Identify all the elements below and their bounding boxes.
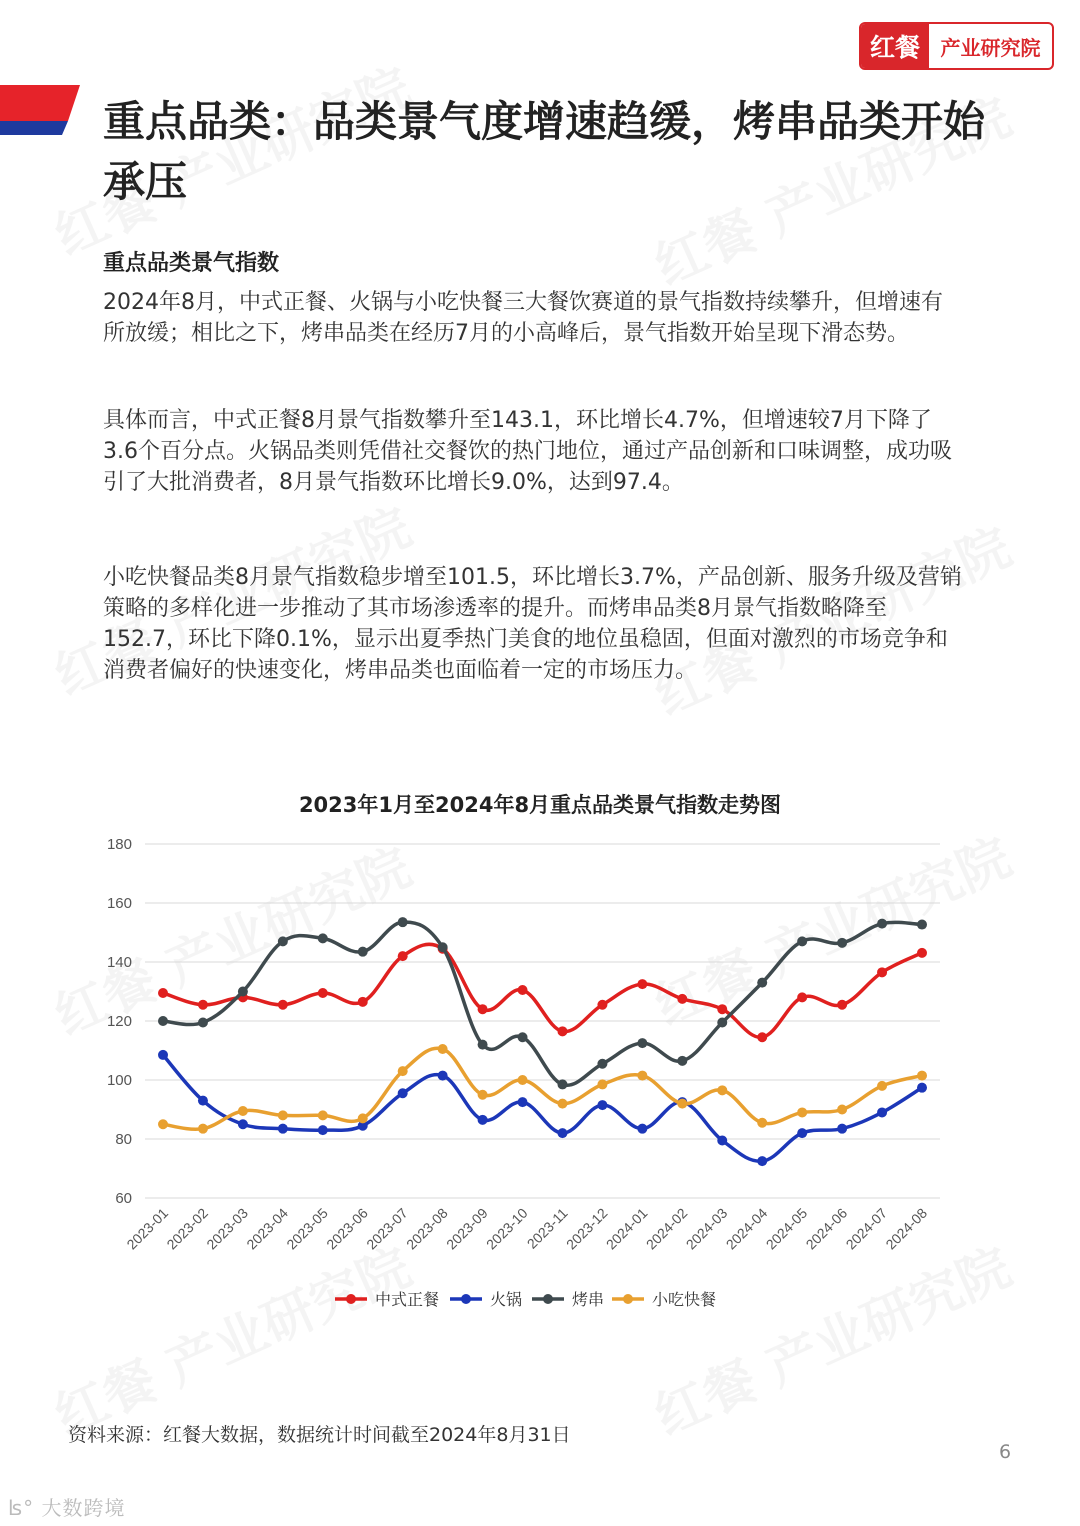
series-point <box>358 1113 368 1123</box>
legend-label: 中式正餐 <box>375 1290 440 1309</box>
legend-label: 火锅 <box>490 1290 523 1309</box>
series-point <box>877 1081 887 1091</box>
series-point <box>318 1125 328 1135</box>
series-line-0 <box>163 944 922 1037</box>
series-point <box>677 1099 687 1109</box>
y-tick-label: 80 <box>115 1131 132 1148</box>
series-point <box>797 1128 807 1138</box>
x-tick-label: 2023-10 <box>482 1204 531 1253</box>
series-point <box>877 967 887 977</box>
series-point <box>837 1000 847 1010</box>
x-tick-label: 2024-02 <box>642 1204 691 1253</box>
legend-marker <box>623 1294 633 1304</box>
series-point <box>797 1107 807 1117</box>
series-point <box>158 988 168 998</box>
series-point <box>518 1032 528 1042</box>
series-point <box>757 978 767 988</box>
series-point <box>837 1124 847 1134</box>
series-point <box>278 1000 288 1010</box>
series-point <box>278 936 288 946</box>
page-title: 重点品类：品类景气度增速趋缓，烤串品类开始承压 <box>103 97 986 206</box>
x-tick-label: 2023-07 <box>363 1204 411 1253</box>
series-point <box>717 1004 727 1014</box>
logo-mark: 红餐 <box>861 24 929 68</box>
x-tick-label: 2024-05 <box>762 1204 811 1253</box>
y-tick-label: 180 <box>106 836 132 853</box>
y-tick-label: 100 <box>106 1072 132 1089</box>
brand-logo <box>859 22 1054 70</box>
series-point <box>518 985 528 995</box>
line-chart <box>0 820 1080 1320</box>
series-point <box>198 1000 208 1010</box>
x-tick-label: 2024-01 <box>602 1204 651 1253</box>
series-point <box>478 1040 488 1050</box>
series-point <box>717 1017 727 1027</box>
series-point <box>278 1124 288 1134</box>
series-point <box>597 1000 607 1010</box>
series-point <box>917 920 927 930</box>
series-point <box>597 1059 607 1069</box>
x-tick-label: 2024-06 <box>802 1204 851 1253</box>
series-point <box>158 1119 168 1129</box>
legend-marker <box>543 1294 553 1304</box>
paragraph-3: 小吃快餐品类8月景气指数稳步增至101.5，环比增长3.7%，产品创新、服务升级及营销策略的多样化进一步推动了其市场渗透率的提升。而烤串品类8月景气指数略降至152.7，环比下降0.1%，显示出夏季热门美食的地位虽稳固，但面对激烈的市场竞争和消费者偏好的快速变化，烤串品类也面临着一定的市场压力。 <box>103 565 962 683</box>
series-point <box>478 1090 488 1100</box>
series-point <box>238 987 248 997</box>
x-tick-label: 2023-01 <box>123 1204 172 1253</box>
x-tick-label: 2023-06 <box>323 1204 371 1253</box>
series-point <box>677 994 687 1004</box>
series-point <box>837 938 847 948</box>
series-point <box>318 1110 328 1120</box>
series-point <box>398 1066 408 1076</box>
legend-label: 烤串 <box>572 1290 605 1309</box>
x-tick-label: 2023-04 <box>243 1204 291 1253</box>
series-point <box>557 1099 567 1109</box>
footer-brand <box>8 1492 125 1521</box>
x-tick-label: 2023-11 <box>523 1204 571 1252</box>
x-tick-label: 2023-12 <box>562 1204 611 1253</box>
series-point <box>278 1110 288 1120</box>
series-point <box>757 1156 767 1166</box>
series-point <box>877 1107 887 1117</box>
chart-title: 2023年1月至2024年8月重点品类景气指数走势图 <box>298 793 782 817</box>
series-line-1 <box>163 1055 922 1161</box>
series-point <box>398 951 408 961</box>
series-point <box>677 1056 687 1066</box>
series-point <box>637 1038 647 1048</box>
series-point <box>358 947 368 957</box>
series-point <box>158 1016 168 1026</box>
paragraph-2: 具体而言，中式正餐8月景气指数攀升至143.1，环比增长4.7%，但增速较7月下降了3.6个百分点。火锅品类则凭借社交餐饮的热门地位，通过产品创新和口味调整，成功吸引了大批消费者，8月景气指数环比增长9.0%，达到97.4。 <box>103 408 952 495</box>
series-point <box>797 936 807 946</box>
series-point <box>358 997 368 1007</box>
series-point <box>478 1115 488 1125</box>
x-tick-label: 2024-03 <box>682 1204 731 1253</box>
series-point <box>917 1071 927 1081</box>
footer-brand-text: 大数跨境 <box>41 1496 126 1520</box>
series-point <box>398 1088 408 1098</box>
series-point <box>518 1097 528 1107</box>
series-point <box>518 1075 528 1085</box>
x-tick-label: 2024-08 <box>882 1204 931 1253</box>
legend-marker <box>461 1294 471 1304</box>
series-point <box>398 917 408 927</box>
series-point <box>717 1135 727 1145</box>
series-point <box>238 1106 248 1116</box>
y-tick-label: 160 <box>106 895 132 912</box>
series-point <box>597 1079 607 1089</box>
series-point <box>557 1026 567 1036</box>
series-point <box>557 1128 567 1138</box>
series-point <box>438 1071 448 1081</box>
series-point <box>797 992 807 1002</box>
section-heading: 重点品类景气指数 <box>103 251 280 276</box>
series-point <box>917 1083 927 1093</box>
series-point <box>717 1085 727 1095</box>
paragraph-1: 2024年8月，中式正餐、火锅与小吃快餐三大餐饮赛道的景气指数持续攀升，但增速有所放缓；相比之下，烤串品类在经历7月的小高峰后，景气指数开始呈现下滑态势。 <box>103 290 943 346</box>
series-point <box>158 1050 168 1060</box>
x-tick-label: 2024-04 <box>722 1204 771 1253</box>
series-point <box>757 1118 767 1128</box>
series-point <box>238 1119 248 1129</box>
legend-marker <box>346 1294 356 1304</box>
series-point <box>318 933 328 943</box>
series-point <box>637 1071 647 1081</box>
x-tick-label: 2024-07 <box>842 1204 891 1253</box>
series-point <box>198 1124 208 1134</box>
page-number: 6 <box>999 1441 1012 1463</box>
series-point <box>198 1096 208 1106</box>
x-tick-label: 2023-02 <box>163 1204 212 1253</box>
footer-logo-icon: ʪ° <box>8 1496 35 1520</box>
header-stripe <box>0 85 90 145</box>
series-point <box>637 979 647 989</box>
y-tick-label: 120 <box>106 1013 132 1030</box>
y-tick-label: 60 <box>115 1190 132 1207</box>
x-tick-label: 2023-09 <box>443 1204 491 1253</box>
x-tick-label: 2023-05 <box>283 1204 331 1253</box>
series-point <box>438 1044 448 1054</box>
series-point <box>637 1124 647 1134</box>
series-point <box>917 948 927 958</box>
series-point <box>438 942 448 952</box>
legend-label: 小吃快餐 <box>652 1290 717 1309</box>
series-point <box>478 1004 488 1014</box>
series-point <box>318 988 328 998</box>
logo-text: 产业研究院 <box>940 35 1041 60</box>
x-tick-label: 2023-03 <box>203 1204 252 1253</box>
series-point <box>557 1079 567 1089</box>
series-point <box>837 1105 847 1115</box>
series-point <box>198 1017 208 1027</box>
y-tick-label: 140 <box>106 954 132 971</box>
series-point <box>757 1032 767 1042</box>
series-point <box>597 1100 607 1110</box>
x-tick-label: 2023-08 <box>403 1204 451 1253</box>
source-note: 资料来源：红餐大数据，数据统计时间截至2024年8月31日 <box>68 1424 571 1446</box>
series-point <box>877 919 887 929</box>
